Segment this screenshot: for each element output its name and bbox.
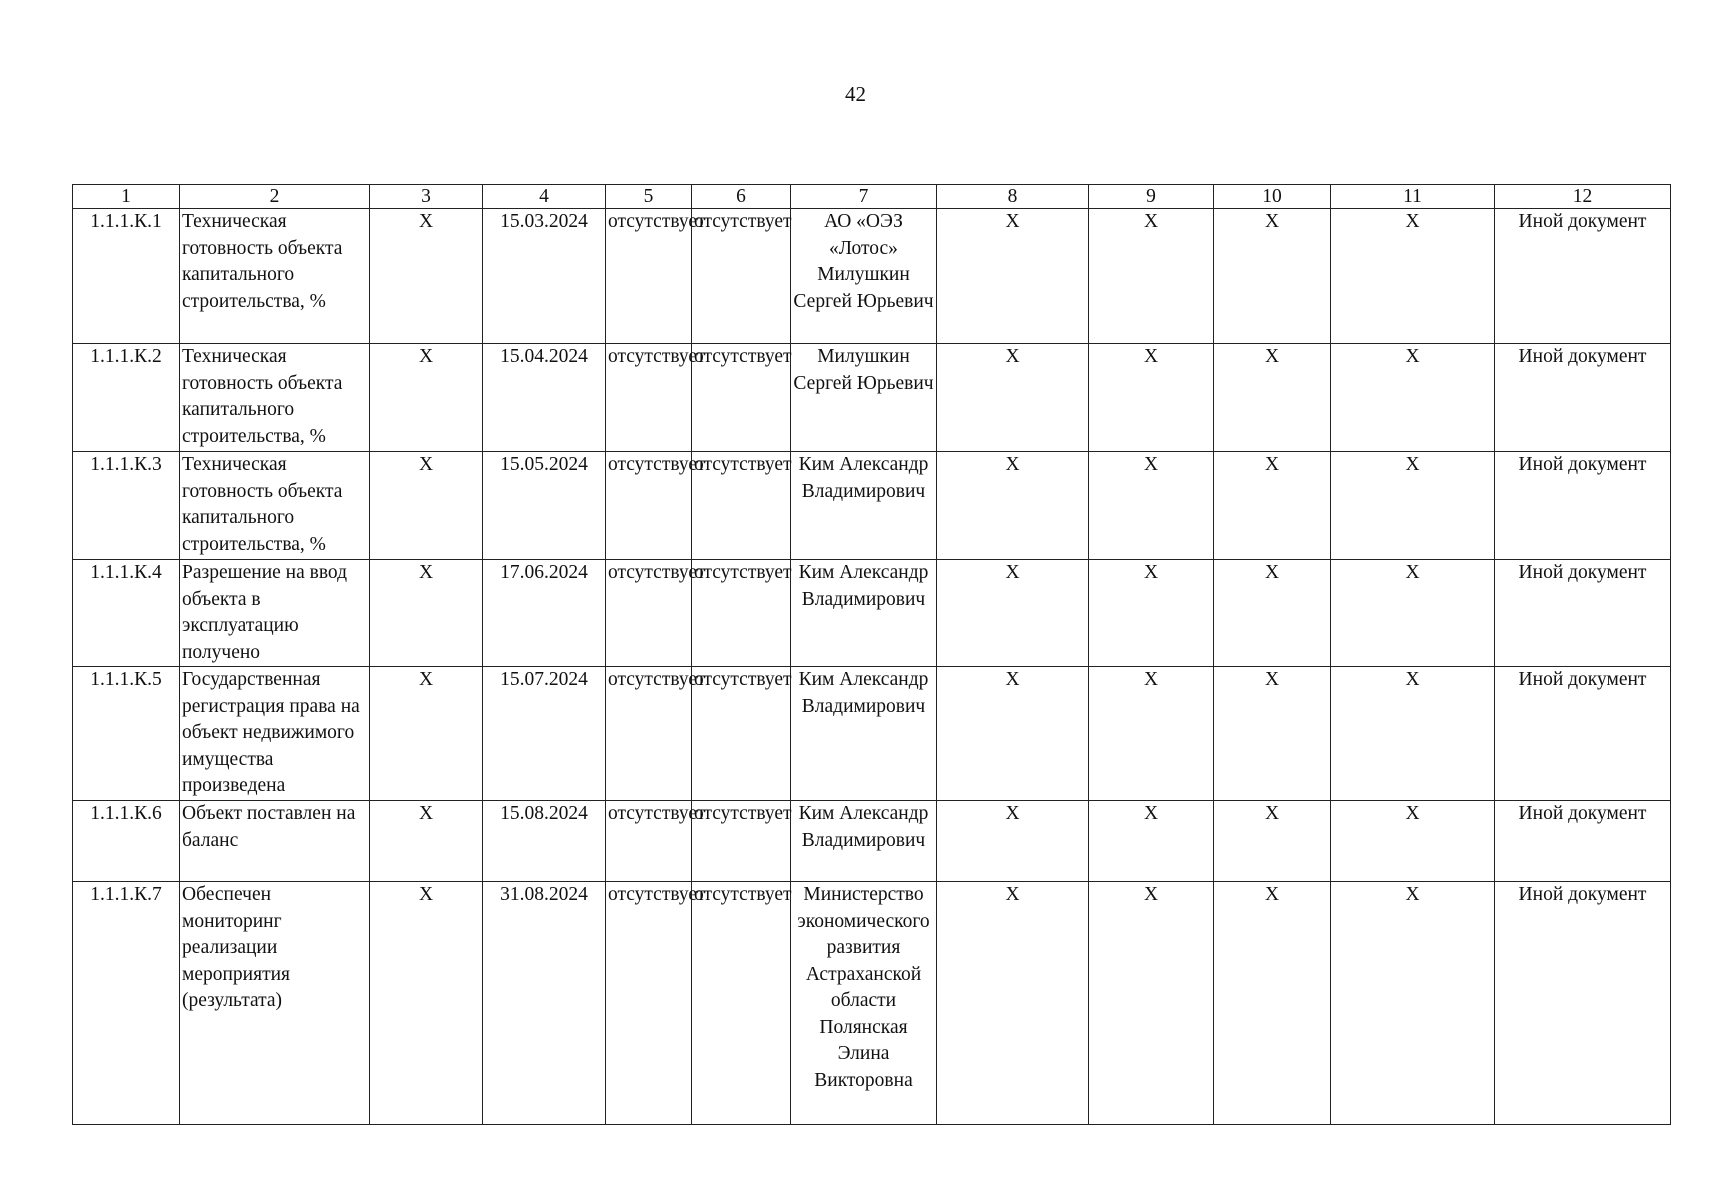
col-header-10: 10 [1214, 185, 1331, 209]
row-code: 1.1.1.К.7 [73, 882, 180, 1125]
col-header-8: 8 [937, 185, 1089, 209]
cell-col9: X [1089, 344, 1214, 452]
row-name: Техническая готовность объекта капитального строительства, % [180, 344, 370, 452]
cell-col11: X [1331, 801, 1495, 882]
row-date: 15.05.2024 [483, 452, 606, 560]
row-name: Разрешение на ввод объекта в эксплуатацию получено [180, 560, 370, 667]
cell-col10: X [1214, 667, 1331, 801]
row-date: 31.08.2024 [483, 882, 606, 1125]
cell-col8: X [937, 344, 1089, 452]
row-responsible: Ким Александр Владимирович [791, 560, 937, 667]
page-number: 42 [845, 82, 866, 106]
col-header-9: 9 [1089, 185, 1214, 209]
row-code: 1.1.1.К.6 [73, 801, 180, 882]
cell-col9: X [1089, 667, 1214, 801]
col-header-1: 1 [73, 185, 180, 209]
row-code: 1.1.1.К.5 [73, 667, 180, 801]
row-name: Техническая готовность объекта капитального строительства, % [180, 209, 370, 344]
cell-col11: X [1331, 452, 1495, 560]
cell-col5: отсутствует [606, 452, 692, 560]
col-header-4: 4 [483, 185, 606, 209]
row-responsible: АО «ОЭЗ «Лотос» Милушкин Сергей Юрьевич [791, 209, 937, 344]
row-date: 15.04.2024 [483, 344, 606, 452]
cell-col3: X [370, 560, 483, 667]
cell-col6: отсутствует [692, 209, 791, 344]
col-header-2: 2 [180, 185, 370, 209]
table-row [73, 344, 1671, 452]
row-responsible: Министерство экономического развития Астраханской области Полянская Элина Викторовна [791, 882, 937, 1125]
row-responsible: Милушкин Сергей Юрьевич [791, 344, 937, 452]
cell-col9: X [1089, 452, 1214, 560]
cell-col10: X [1214, 344, 1331, 452]
cell-col9: X [1089, 560, 1214, 667]
row-document-type: Иной документ [1495, 209, 1671, 344]
header-row [73, 185, 1671, 209]
cell-col5: отсутствует [606, 209, 692, 344]
cell-col9: X [1089, 209, 1214, 344]
table-row [73, 452, 1671, 560]
cell-col6: отсутствует [692, 452, 791, 560]
cell-col6: отсутствует [692, 560, 791, 667]
cell-col8: X [937, 209, 1089, 344]
cell-col3: X [370, 452, 483, 560]
cell-col6: отсутствует [692, 882, 791, 1125]
table-row [73, 209, 1671, 344]
cell-col11: X [1331, 344, 1495, 452]
cell-col8: X [937, 560, 1089, 667]
cell-col10: X [1214, 452, 1331, 560]
row-responsible: Ким Александр Владимирович [791, 452, 937, 560]
table-row [73, 882, 1671, 1125]
cell-col10: X [1214, 560, 1331, 667]
row-name: Государственная регистрация права на объект недвижимого имущества произведена [180, 667, 370, 801]
cell-col11: X [1331, 560, 1495, 667]
table-row [73, 560, 1671, 667]
row-name: Объект поставлен на баланс [180, 801, 370, 882]
cell-col3: X [370, 667, 483, 801]
table-row [73, 667, 1671, 801]
cell-col6: отсутствует [692, 344, 791, 452]
cell-col8: X [937, 882, 1089, 1125]
cell-col11: X [1331, 209, 1495, 344]
row-code: 1.1.1.К.2 [73, 344, 180, 452]
row-responsible: Ким Александр Владимирович [791, 667, 937, 801]
col-header-3: 3 [370, 185, 483, 209]
cell-col6: отсутствует [692, 667, 791, 801]
row-document-type: Иной документ [1495, 667, 1671, 801]
cell-col3: X [370, 209, 483, 344]
cell-col9: X [1089, 882, 1214, 1125]
cell-col5: отсутствует [606, 882, 692, 1125]
row-name: Техническая готовность объекта капитального строительства, % [180, 452, 370, 560]
row-document-type: Иной документ [1495, 801, 1671, 882]
cell-col10: X [1214, 209, 1331, 344]
cell-col5: отсутствует [606, 801, 692, 882]
row-code: 1.1.1.К.3 [73, 452, 180, 560]
row-code: 1.1.1.К.1 [73, 209, 180, 344]
cell-col5: отсутствует [606, 667, 692, 801]
cell-col5: отсутствует [606, 560, 692, 667]
cell-col5: отсутствует [606, 344, 692, 452]
cell-col9: X [1089, 801, 1214, 882]
row-document-type: Иной документ [1495, 344, 1671, 452]
cell-col8: X [937, 667, 1089, 801]
cell-col10: X [1214, 801, 1331, 882]
row-document-type: Иной документ [1495, 882, 1671, 1125]
cell-col3: X [370, 801, 483, 882]
cell-col8: X [937, 801, 1089, 882]
cell-col6: отсутствует [692, 801, 791, 882]
col-header-7: 7 [791, 185, 937, 209]
cell-col11: X [1331, 667, 1495, 801]
row-responsible: Ким Александр Владимирович [791, 801, 937, 882]
cell-col8: X [937, 452, 1089, 560]
col-header-5: 5 [606, 185, 692, 209]
col-header-6: 6 [692, 185, 791, 209]
row-name: Обеспечен мониторинг реализации мероприятия (результата) [180, 882, 370, 1125]
cell-col11: X [1331, 882, 1495, 1125]
col-header-12: 12 [1495, 185, 1671, 209]
cell-col10: X [1214, 882, 1331, 1125]
cell-col3: X [370, 882, 483, 1125]
row-date: 15.07.2024 [483, 667, 606, 801]
row-document-type: Иной документ [1495, 452, 1671, 560]
row-date: 17.06.2024 [483, 560, 606, 667]
col-header-11: 11 [1331, 185, 1495, 209]
control-points-table [72, 184, 1671, 1125]
row-document-type: Иной документ [1495, 560, 1671, 667]
row-date: 15.03.2024 [483, 209, 606, 344]
row-code: 1.1.1.К.4 [73, 560, 180, 667]
table-row [73, 801, 1671, 882]
cell-col3: X [370, 344, 483, 452]
row-date: 15.08.2024 [483, 801, 606, 882]
